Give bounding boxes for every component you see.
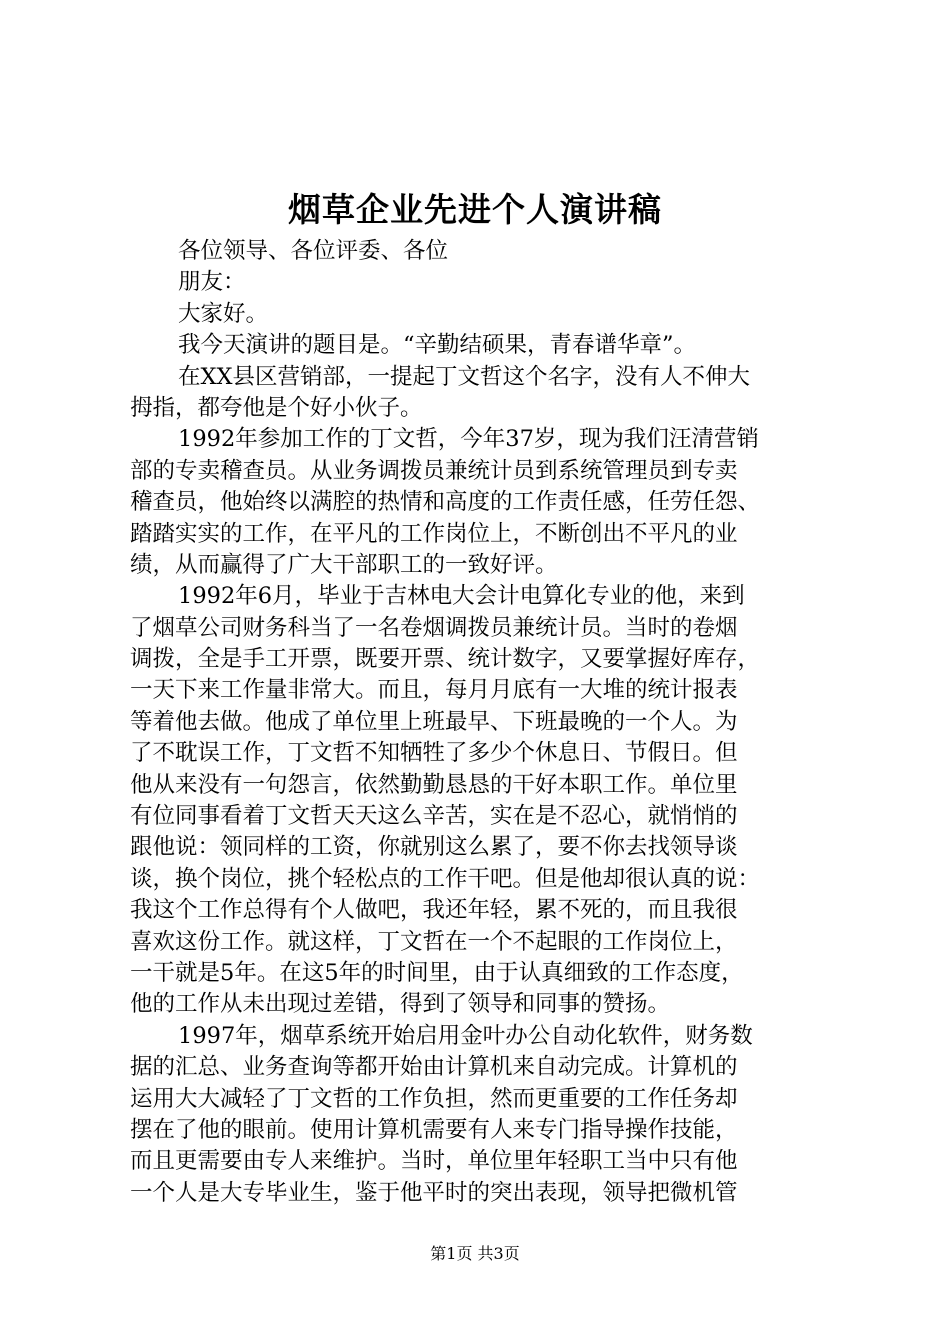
text-line: 在XX县区营销部，一提起丁文哲这个名字，没有人不伸大 [178,363,751,390]
text-line: 一干就是5年。在这5年的时间里，由于认真细致的工作态度， [130,959,744,986]
text-line: 1992年参加工作的丁文哲，今年37岁，现为我们汪清营销 [178,426,759,453]
text-line: 喜欢这份工作。就这样，丁文哲在一个不起眼的工作岗位上， [130,928,738,955]
text-line: 拇指，都夸他是个好小伙子。 [130,394,423,421]
text-line: 1997年，烟草系统开始启用金叶办公自动化软件，财务数 [178,1022,753,1049]
text-line: 跟他说：领同样的工资，你就别这么累了，要不你去找领导谈 [130,834,738,861]
text-line: 据的汇总、业务查询等都开始由计算机来自动完成。计算机的 [130,1054,738,1081]
text-line: 各位领导、各位评委、各位 [178,238,449,264]
text-line: 调拨，全是手工开票，既要开票、统计数字，又要掌握好库存， [130,646,761,673]
text-line: 我今天演讲的题目是。“辛勤结硕果，青春谱华章”。 [178,332,697,359]
text-line: 稽查员，他始终以满腔的热情和高度的工作责任感，任劳任怨、 [130,489,761,516]
text-line: 朋友： [178,269,246,296]
text-line: 谈，换个岗位，挑个轻松点的工作干吧。但是他却很认真的说： [130,865,761,892]
page-number-footer: 第1页 共3页 [430,1244,520,1263]
text-line: 我这个工作总得有个人做吧，我还年轻，累不死的，而且我很 [130,897,738,924]
text-line: 一天下来工作量非常大。而且，每月月底有一大堆的统计报表 [130,677,738,704]
text-line: 部的专卖稽查员。从业务调拨员兼统计员到系统管理员到专卖 [130,457,738,484]
text-line: 他从来没有一句怨言，依然勤勤恳恳的干好本职工作。单位里 [130,771,738,798]
text-line: 踏踏实实的工作，在平凡的工作岗位上，不断创出不平凡的业 [130,520,738,547]
text-line: 绩，从而赢得了广大干部职工的一致好评。 [130,551,558,578]
text-line: 摆在了他的眼前。使用计算机需要有人来专门指导操作技能， [130,1116,738,1143]
text-line: 运用大大减轻了丁文哲的工作负担，然而更重要的工作任务却 [130,1085,738,1112]
document-title: 烟草企业先进个人演讲稿 [288,190,662,229]
text-line: 了烟草公司财务科当了一名卷烟调拨员兼统计员。当时的卷烟 [130,614,738,641]
text-line: 一个人是大专毕业生，鉴于他平时的突出表现，领导把微机管 [130,1179,738,1206]
text-line: 1992年6月，毕业于吉林电大会计电算化专业的他，来到 [178,583,745,610]
text-line: 而且更需要由专人来维护。当时，单位里年轻职工当中只有他 [130,1148,738,1175]
document-body [130,236,830,1209]
text-line: 有位同事看着丁文哲天天这么辛苦，实在是不忍心，就悄悄的 [130,803,738,830]
text-line: 了不耽误工作，丁文哲不知牺牲了多少个休息日、节假日。但 [130,740,738,767]
text-line: 他的工作从未出现过差错，得到了领导和同事的赞扬。 [130,991,671,1018]
text-line: 等着他去做。他成了单位里上班最早、下班最晚的一个人。为 [130,708,738,735]
text-line: 大家好。 [178,300,269,327]
